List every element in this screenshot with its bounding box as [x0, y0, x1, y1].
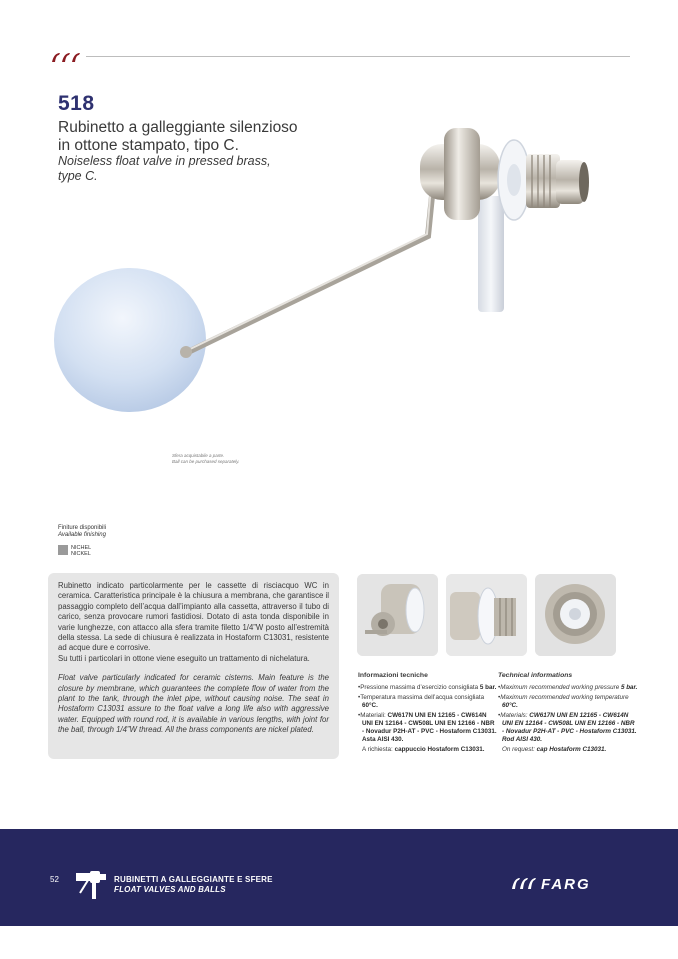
materials-value-it: CW617N UNI EN 12165 - CW614N UNI EN 12164 - CW508L UNI EN 12166 - NBR - Novadur P2H-AT - PVC - Hostaform C13031. Asta AISI 430.: [362, 712, 497, 743]
description-box: [48, 573, 339, 759]
materials-value-en: CW617N UNI EN 12165 - CW614N UNI EN 12164 - CW508L UNI EN 12166 - NBR - Novadur P2H-AT - PVC - Hostaform C13031. Rod AISI 430.: [502, 712, 637, 743]
page-number: 52: [50, 875, 59, 884]
pressure-value-it: 5 bar.: [479, 684, 497, 691]
float-valve-category-icon: [74, 869, 108, 901]
ball-note-en: Ball can be purchased separately.: [172, 459, 240, 464]
detail-photo-1: [357, 574, 438, 656]
finishes-title-it: Finiture disponibili: [58, 525, 107, 531]
title-english: Noiseless float valve in pressed brass, type C.: [58, 154, 271, 183]
ball-note: [172, 453, 239, 465]
tech-request-en: [498, 746, 638, 754]
category-title-en: FLOAT VALVES AND BALLS: [114, 885, 226, 894]
valve-thread-detail-image: [446, 574, 527, 656]
tech-temp-it: •Temperatura massima dell’acqua consigliata 60°C.: [358, 694, 485, 709]
description-english: Float valve particularly indicated for ceramic cisterns. Main feature is the closure by membrane, which guarantees the complete flow of water from the plant to the tank, through the inlet pipe, without causing noise. The seat in Hostaform C13031 assure to the float valve a long life also with aggressive water. Equipped with round rod, it is available in various lengths, with joint for the ball, through 1/4”W thread. All the brass components are nickel plated.: [58, 673, 329, 735]
brand-name: FARG: [541, 876, 591, 891]
finishes-title: [58, 525, 106, 539]
finish-label-it: NICHEL: [71, 545, 92, 551]
brand-stripes-icon: [48, 50, 80, 64]
request-label-it: A richiesta:: [362, 746, 393, 753]
tech-temp-en: •Maximum recommended working temperature 60°C.: [498, 694, 629, 709]
temp-value-en: 60°C.: [502, 702, 518, 709]
temp-value-it: 60°C.: [362, 702, 378, 709]
tech-pressure-en: •Maximum recommended working pressure 5 bar.: [498, 684, 638, 691]
temp-label-it: Temperatura massima dell’acqua consigliata: [360, 694, 485, 701]
materials-label-it: Materiali:: [360, 712, 386, 719]
request-value-it: cappuccio Hostaform C13031.: [394, 746, 485, 753]
tech-pressure-it: •Pressione massima d’esercizio consigliata 5 bar.: [358, 684, 497, 691]
ball-note-it: Sfera acquistabile a parte.: [172, 453, 225, 458]
footer-band: [0, 829, 678, 926]
description-italian-nickel: Su tutti i particolari in ottone viene eseguito un trattamento di nichelatura.: [58, 653, 310, 663]
tech-materials-it: •Materiali: CW617N UNI EN 12165 - CW614N UNI EN 12164 - CW508L UNI EN 12166 - NBR - Novadur P2H-AT - PVC - Hostaform C13031. Asta AISI 430.: [358, 712, 497, 743]
description-italian: Rubinetto indicato particolarmente per le cassette di risciacquo WC in ceramica. Caratteristica principale è la chiusura a membrana, che garantisce il passaggio completo dell’acqua dall’impianto alla cassetta, attraverso il tubo di carico, senza provocare rumori fastidiosi. Dotato di asta tonda disponibile in varie lunghezze, con attacco alla sfera tramite filetto 1/4”W posto all’estremità della stessa. La sede di chiusura è realizzata in Hostaform C13031, resistente ad acque dure e corrosive.: [58, 581, 329, 653]
nickel-swatch-label: [71, 545, 91, 557]
temp-label-en: Maximum recommended working temperature: [500, 694, 629, 701]
materials-label-en: Materials:: [500, 712, 528, 719]
model-code: 518: [58, 92, 95, 115]
tech-info-english: [498, 672, 638, 756]
valve-side-detail-image: [357, 574, 438, 656]
tech-info-italian: [358, 672, 498, 756]
tech-heading-it: Informazioni tecniche: [358, 672, 428, 679]
farg-logo: [510, 875, 630, 891]
float-valve-image: [48, 118, 608, 478]
tech-heading-en: Technical informations: [498, 672, 573, 679]
finish-label-en: NICKEL: [71, 551, 91, 557]
pressure-label-en: Maximum recommended working pressure: [500, 684, 620, 691]
detail-photo-2: [446, 574, 527, 656]
valve-seat-detail-image: [535, 574, 616, 656]
category-title-it: RUBINETTI A GALLEGGIANTE E SFERE: [114, 875, 273, 884]
finishes-title-en: Available finishing: [58, 532, 106, 538]
nickel-swatch: [58, 545, 68, 555]
detail-photo-3: [535, 574, 616, 656]
request-value-en: cap Hostaform C13031.: [536, 746, 607, 753]
tech-materials-en: •Materials: CW617N UNI EN 12165 - CW614N UNI EN 12164 - CW508L UNI EN 12166 - NBR - Novadur P2H-AT - PVC - Hostaform C13031. Rod AISI 430.: [498, 712, 637, 743]
tech-request-it: [358, 746, 498, 754]
title-italian: Rubinetto a galleggiante silenzioso in ottone stampato, tipo C.: [58, 119, 298, 154]
header-rule: [86, 56, 630, 57]
request-label-en: On request:: [502, 746, 535, 753]
pressure-value-en: 5 bar.: [620, 684, 638, 691]
pressure-label-it: Pressione massima d’esercizio consigliata: [360, 684, 479, 691]
